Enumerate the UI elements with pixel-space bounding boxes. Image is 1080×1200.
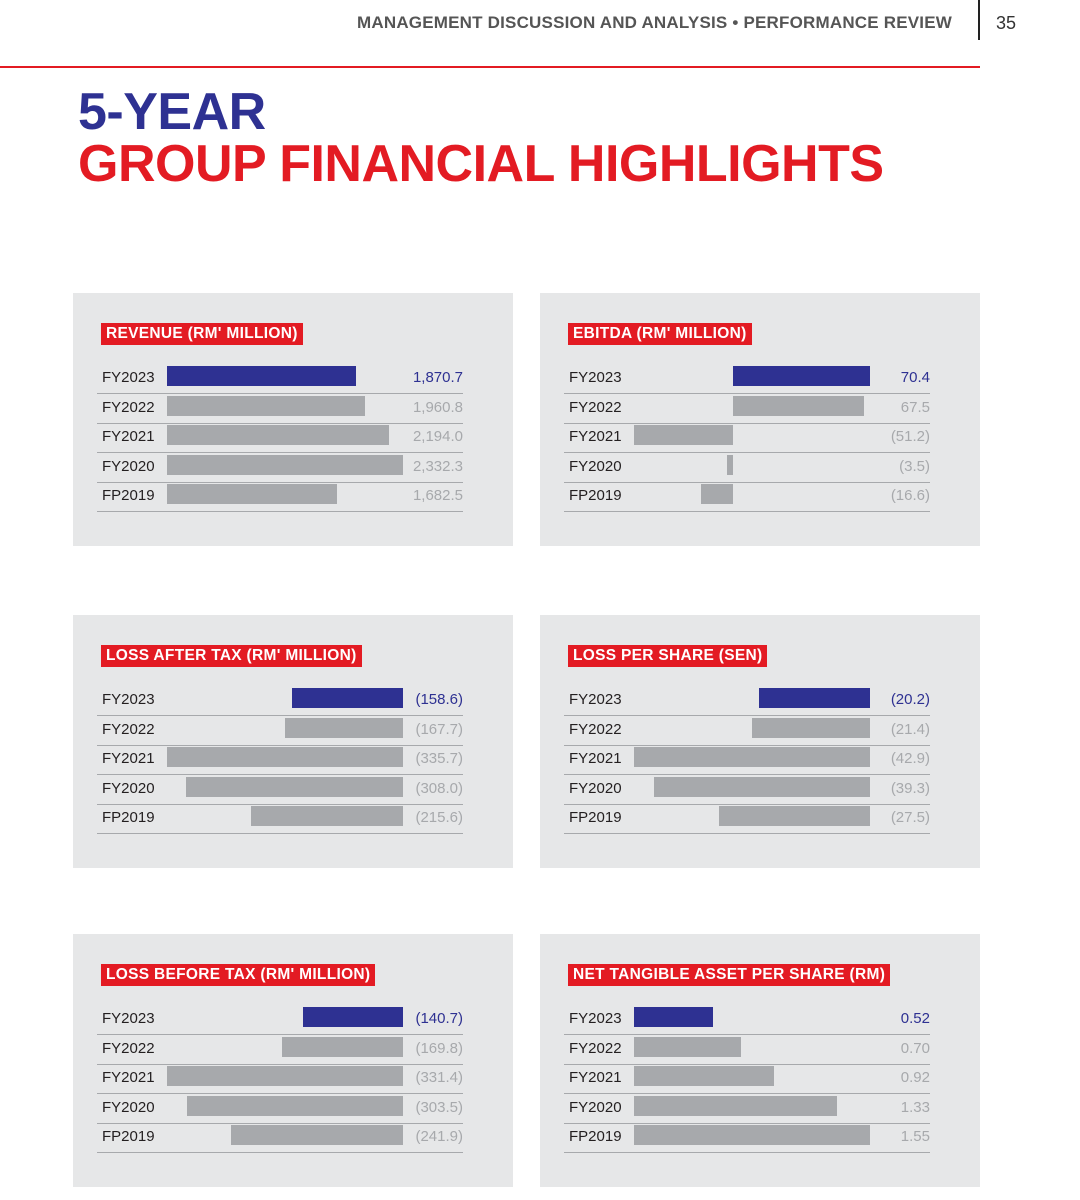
- chart-panel: [73, 615, 513, 868]
- category-label: FY2020: [102, 779, 155, 797]
- bar: [752, 718, 870, 738]
- chart-row: [97, 1005, 463, 1035]
- chart-title: EBITDA (RM' MILLION): [568, 323, 752, 345]
- value-label: (16.6): [890, 487, 930, 505]
- category-label: FY2022: [102, 1039, 155, 1057]
- category-label: FY2020: [102, 457, 155, 475]
- chart-panel: [73, 293, 513, 546]
- chart-row: [97, 775, 463, 805]
- chart-row: [564, 804, 930, 834]
- chart-row: [97, 394, 463, 424]
- value-label: (167.7): [415, 720, 463, 738]
- bar: [634, 1037, 741, 1057]
- bar: [303, 1007, 403, 1027]
- category-label: FP2019: [102, 809, 155, 827]
- chart-row: [564, 453, 930, 483]
- value-label: 2,332.3: [412, 457, 463, 475]
- value-label: (303.5): [415, 1098, 463, 1116]
- bar: [733, 396, 864, 416]
- bar: [654, 777, 870, 797]
- value-label: 1.33: [900, 1098, 930, 1116]
- chart-row: [564, 482, 930, 512]
- chart-row: [564, 745, 930, 775]
- value-label: 0.70: [900, 1039, 930, 1057]
- chart-panel: [540, 615, 980, 868]
- page-title-line2: GROUP FINANCIAL HIGHLIGHTS: [78, 135, 884, 193]
- category-label: FP2019: [102, 1128, 155, 1146]
- value-label: (308.0): [415, 779, 463, 797]
- chart-title: LOSS AFTER TAX (RM' MILLION): [101, 645, 362, 667]
- bar: [167, 366, 356, 386]
- bar: [634, 1066, 774, 1086]
- bar: [285, 718, 403, 738]
- chart-row: [97, 423, 463, 453]
- value-label: 1.55: [900, 1128, 930, 1146]
- category-label: FY2022: [569, 1039, 622, 1057]
- category-label: FY2023: [569, 1010, 622, 1027]
- chart-title: LOSS BEFORE TAX (RM' MILLION): [101, 964, 375, 986]
- bar: [634, 1125, 870, 1145]
- value-label: 67.5: [900, 398, 930, 416]
- chart-row: [97, 686, 463, 716]
- chart-panel: [73, 934, 513, 1187]
- bar: [187, 1096, 403, 1116]
- value-label: (335.7): [415, 750, 463, 768]
- bar: [719, 806, 870, 826]
- value-label: (241.9): [415, 1128, 463, 1146]
- category-label: FY2021: [569, 750, 622, 768]
- value-label: (21.4): [890, 720, 930, 738]
- value-label: (42.9): [890, 750, 930, 768]
- category-label: FY2021: [569, 428, 622, 446]
- chart-row: [97, 364, 463, 394]
- chart-row: [564, 686, 930, 716]
- chart-row: [97, 716, 463, 746]
- bar: [634, 1007, 713, 1027]
- bar: [167, 1066, 403, 1086]
- bar: [733, 366, 870, 386]
- chart-row: [564, 364, 930, 394]
- chart-row: [564, 1005, 930, 1035]
- category-label: FP2019: [569, 487, 622, 505]
- category-label: FY2023: [102, 691, 155, 708]
- category-label: FY2022: [569, 398, 622, 416]
- chart-panel: [540, 934, 980, 1187]
- chart-row: [564, 775, 930, 805]
- chart-title: LOSS PER SHARE (SEN): [568, 645, 767, 667]
- bar: [634, 425, 733, 445]
- bar: [292, 688, 403, 708]
- page-number: 35: [996, 13, 1017, 33]
- chart-row: [564, 1064, 930, 1094]
- chart-row: [97, 1094, 463, 1124]
- chart-row: [97, 804, 463, 834]
- bar: [759, 688, 870, 708]
- value-label: (169.8): [415, 1039, 463, 1057]
- chart-row: [97, 1064, 463, 1094]
- chart-row: [564, 1094, 930, 1124]
- bar: [701, 484, 733, 504]
- category-label: FY2021: [102, 428, 155, 446]
- category-label: FY2020: [569, 457, 622, 475]
- bar: [167, 425, 389, 445]
- chart-row: [564, 423, 930, 453]
- chart-row: [564, 716, 930, 746]
- category-label: FY2023: [569, 369, 622, 386]
- section-title: MANAGEMENT DISCUSSION AND ANALYSIS • PERFORMANCE REVIEW: [357, 13, 952, 32]
- bar: [167, 455, 403, 475]
- chart-row: [97, 1123, 463, 1153]
- category-label: FY2021: [102, 1069, 155, 1087]
- category-label: FY2021: [102, 750, 155, 768]
- bar: [634, 747, 870, 767]
- chart-title: REVENUE (RM' MILLION): [101, 323, 303, 345]
- category-label: FY2020: [569, 1098, 622, 1116]
- category-label: FY2020: [569, 779, 622, 797]
- category-label: FP2019: [102, 487, 155, 505]
- category-label: FY2022: [569, 720, 622, 738]
- value-label: (3.5): [899, 457, 930, 475]
- value-label: 1,870.7: [412, 369, 463, 386]
- value-label: 0.52: [900, 1010, 930, 1027]
- bar: [282, 1037, 403, 1057]
- value-label: (215.6): [415, 809, 463, 827]
- value-label: 2,194.0: [412, 428, 463, 446]
- bar: [231, 1125, 403, 1145]
- header-rule: [0, 66, 980, 68]
- chart-title: NET TANGIBLE ASSET PER SHARE (RM): [568, 964, 890, 986]
- category-label: FY2022: [102, 720, 155, 738]
- bar: [167, 396, 365, 416]
- chart-row: [97, 745, 463, 775]
- bar: [186, 777, 403, 797]
- header-divider: [978, 0, 980, 40]
- category-label: FY2023: [102, 1010, 155, 1027]
- chart-row: [564, 1123, 930, 1153]
- value-label: (39.3): [890, 779, 930, 797]
- value-label: (51.2): [890, 428, 930, 446]
- value-label: 70.4: [900, 369, 930, 386]
- chart-row: [564, 394, 930, 424]
- bar: [727, 455, 734, 475]
- bar: [634, 1096, 837, 1116]
- page-title-line1: 5-YEAR: [78, 83, 266, 141]
- category-label: FY2020: [102, 1098, 155, 1116]
- bar: [167, 747, 403, 767]
- chart-row: [97, 1035, 463, 1065]
- value-label: (20.2): [890, 691, 930, 708]
- value-label: (27.5): [890, 809, 930, 827]
- category-label: FP2019: [569, 809, 622, 827]
- chart-row: [564, 1035, 930, 1065]
- value-label: (140.7): [415, 1010, 463, 1027]
- category-label: FY2022: [102, 398, 155, 416]
- category-label: FP2019: [569, 1128, 622, 1146]
- value-label: 1,682.5: [412, 487, 463, 505]
- chart-row: [97, 453, 463, 483]
- bar: [167, 484, 337, 504]
- chart-row: [97, 482, 463, 512]
- category-label: FY2021: [569, 1069, 622, 1087]
- chart-panel: [540, 293, 980, 546]
- value-label: (331.4): [415, 1069, 463, 1087]
- category-label: FY2023: [102, 369, 155, 386]
- category-label: FY2023: [569, 691, 622, 708]
- value-label: 1,960.8: [412, 398, 463, 416]
- value-label: 0.92: [900, 1069, 930, 1087]
- bar: [251, 806, 403, 826]
- value-label: (158.6): [415, 691, 463, 708]
